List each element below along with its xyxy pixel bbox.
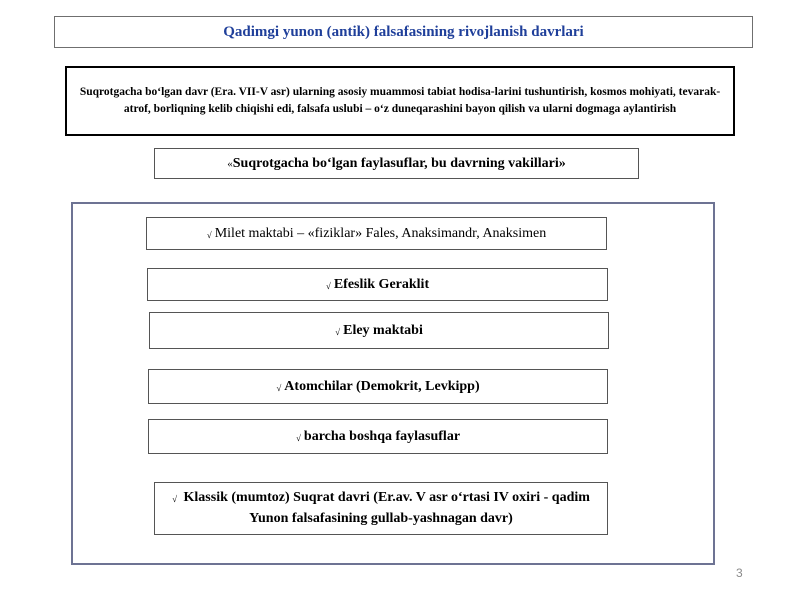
school-item-atomists bbox=[148, 369, 608, 404]
check-icon: √ bbox=[295, 432, 301, 443]
school-item-label: barcha boshqa faylasuflar bbox=[303, 428, 461, 444]
school-item-eley bbox=[149, 312, 609, 349]
school-item-milet bbox=[146, 217, 607, 250]
school-item-geraklit bbox=[147, 268, 608, 301]
page-number: 3 bbox=[736, 566, 743, 580]
check-icon: √ bbox=[172, 494, 178, 505]
period-description-text: Suqrotgacha bo‘lgan davr (Era. VII-V asr) ularning asosiy muammosi tabiat hodisa-larini tushuntirish, kosmos mohiyati, tevarak-atrof, borliqning kelib chiqishi edi, falsafa uslubi – o‘z duneqarashini bayon qilish va ularni dogmaga aylantirish bbox=[79, 86, 721, 115]
slide-title-text: Qadimgi yunon (antik) falsafasining rivojlanish davrlari bbox=[223, 23, 584, 40]
school-item-label: Milet maktabi – «fiziklar» Fales, Anaksimandr, Anaksimen bbox=[214, 225, 547, 241]
school-item-others bbox=[148, 419, 608, 454]
check-icon: √ bbox=[276, 382, 282, 393]
subtitle-open-quote: « bbox=[227, 157, 233, 170]
philosophers-subtitle-box bbox=[154, 148, 639, 179]
school-item-label: Efeslik Geraklit bbox=[333, 276, 430, 292]
check-icon: √ bbox=[335, 326, 341, 337]
check-icon: √ bbox=[325, 280, 331, 291]
period-description-box bbox=[65, 66, 735, 136]
philosophers-subtitle-text: Suqrotgacha bo‘lgan faylasuflar, bu davrning vakillari» bbox=[232, 155, 566, 171]
school-item-label: Atomchilar (Demokrit, Levkipp) bbox=[284, 378, 480, 394]
school-item-classical bbox=[154, 482, 608, 535]
slide-title bbox=[54, 16, 753, 48]
school-item-label: Klassik (mumtoz) Suqrat davri (Er.av. V asr o‘rtasi IV oxiri - qadim Yunon falsafasining gullab-yashnagan davr) bbox=[183, 490, 590, 526]
check-icon: √ bbox=[206, 229, 212, 240]
school-item-label: Eley maktabi bbox=[343, 322, 423, 338]
